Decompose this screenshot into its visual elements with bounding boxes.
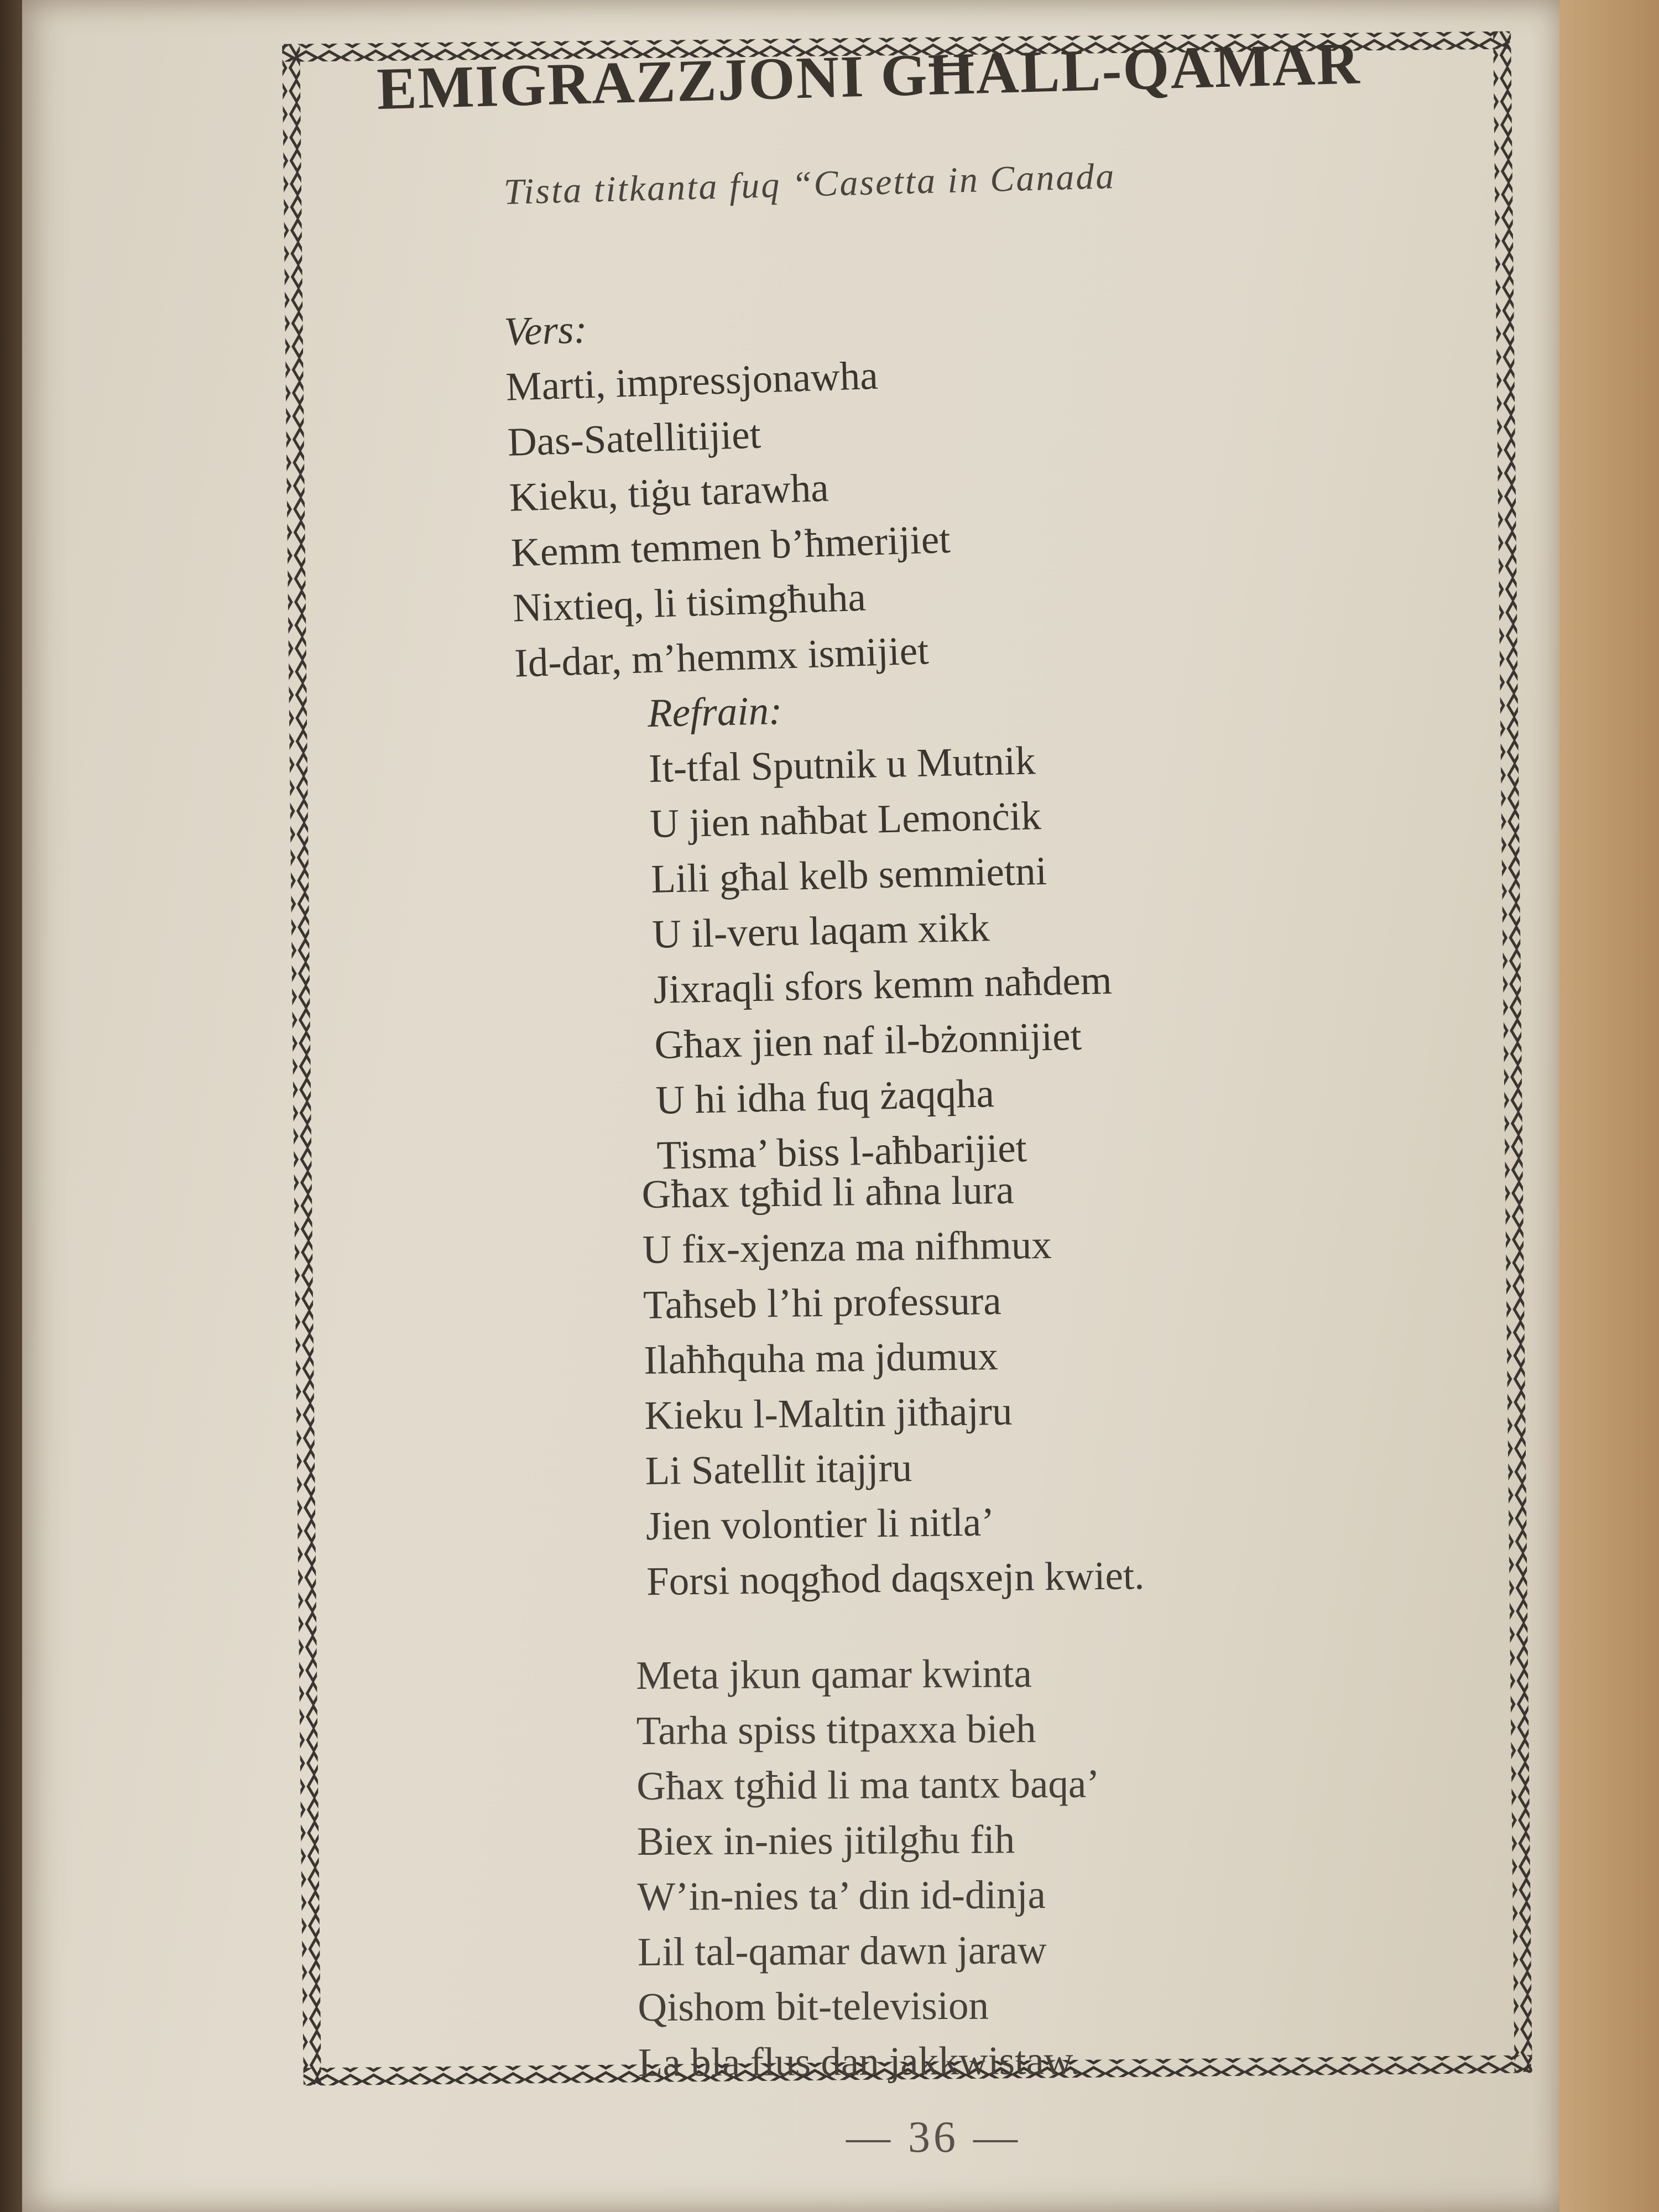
refrain-line: U jien naħbat Lemonċik <box>649 793 1042 846</box>
stanza2-line: Jien volontier li nitla’ <box>645 1499 995 1548</box>
verse-line: Kemm temmen b’ħmerijiet <box>510 516 951 575</box>
stanza2-line: Taħseb l’hi professura <box>643 1278 1002 1327</box>
border-left <box>282 44 321 2084</box>
refrain-label: Refrain: <box>647 687 783 735</box>
verse-stanza <box>503 290 954 691</box>
refrain-line: Għax jien naf il-bżonnijiet <box>654 1013 1082 1067</box>
border-right <box>1493 32 1532 2072</box>
refrain-line: U hi idha fuq żaqqha <box>655 1071 995 1123</box>
refrain-line: It-tfal Sputnik u Mutnik <box>648 738 1036 791</box>
stanza3-line: La bla flus dan jakkwistaw. <box>638 2037 1081 2085</box>
refrain-line: Lili għal kelb semmietni <box>650 848 1047 901</box>
stanza3-line: Biex in-nies jitilgħu fih <box>637 1817 1015 1864</box>
refrain-line: U il-veru laqam xikk <box>651 905 990 957</box>
verse-line: Id-dar, m’hemmx ismijiet <box>514 628 930 686</box>
stanza3-line: Tarha spiss titpaxxa bieh <box>636 1706 1036 1753</box>
stanza3-line: W’in-nies ta’ din id-dinja <box>637 1872 1046 1919</box>
stanza3-line: Lil tal-qamar dawn jaraw <box>637 1927 1047 1974</box>
verse-line: Marti, impressjonawha <box>505 352 879 409</box>
song-title: EMIGRAZZJONI GĦALL-QAMAR <box>376 30 1361 122</box>
song-subtitle: Tista titkanta fuq “Casetta in Canada <box>503 156 1117 212</box>
stanza3-line: Meta jkun qamar kwinta <box>636 1651 1032 1698</box>
stanza3-line: Qishom bit-television <box>638 1983 989 2030</box>
book-page <box>22 0 1559 2212</box>
page-number: — 36 — <box>846 2113 1021 2162</box>
book-cover-edge <box>1548 0 1659 2212</box>
stanza3-line: Għax tgħid li ma tantx baqa’ <box>637 1761 1100 1808</box>
verse-label: Vers: <box>503 306 588 354</box>
stanza2-line: Kieku l-Maltin jitħajru <box>644 1388 1013 1438</box>
stanza2-line: Ilaħħquha ma jdumux <box>643 1333 999 1383</box>
verse-line: Nixtieq, li tisimgħuha <box>512 574 867 630</box>
verse-line: Das-Satellitijiet <box>507 411 762 465</box>
second-stanza <box>641 1161 1145 1609</box>
stanza2-line: Għax tgħid li aħna lura <box>641 1167 1015 1217</box>
refrain-stanza <box>647 676 1116 1183</box>
refrain-line: Jixraqli sfors kemm naħdem <box>653 957 1113 1012</box>
stanza2-line: Li Satellit itajjru <box>645 1445 912 1493</box>
stanza2-line: Forsi noqgħod daqsxejn kwiet. <box>646 1552 1145 1604</box>
third-stanza <box>636 1646 1101 2090</box>
verse-line: Kieku, tiġu tarawha <box>508 465 830 520</box>
stanza2-line: U fix-xjenza ma nifhmux <box>642 1222 1052 1272</box>
refrain-line: Tisma’ biss l-aħbarijiet <box>656 1125 1027 1178</box>
